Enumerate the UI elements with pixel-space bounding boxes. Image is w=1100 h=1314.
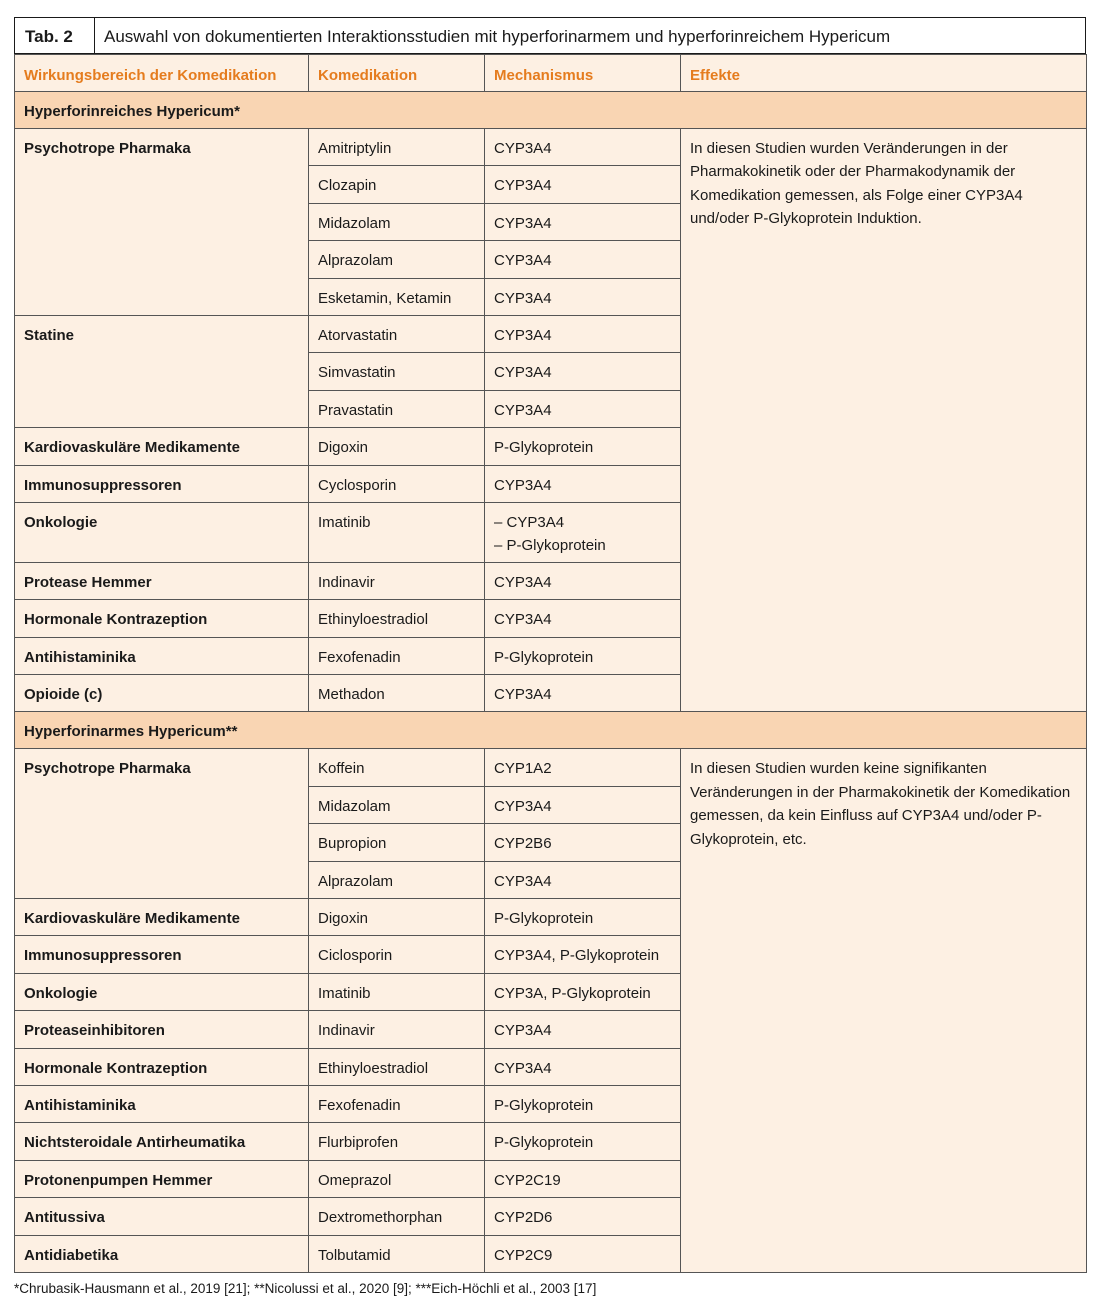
komedikation-cell: Imatinib (309, 973, 485, 1010)
mechanismus-cell (485, 1198, 681, 1235)
category-cell: Onkologie (15, 502, 309, 562)
komedikation-cell: Ethinyloestradiol (309, 600, 485, 637)
komedikation-cell: Koffein (309, 749, 485, 786)
komedikation-cell: Simvastatin (309, 353, 485, 390)
section-label: Hyperforinarmes Hypericum** (15, 712, 1087, 749)
mechanismus-line: CYP2C9 (494, 1246, 553, 1264)
komedikation-cell: Indinavir (309, 562, 485, 599)
mechanismus-cell (485, 1048, 681, 1085)
komedikation-cell: Amitriptylin (309, 129, 485, 166)
effekte-cell: In diesen Studien wurden Veränderungen in der Pharmakokinetik oder der Pharmakodynamik der Komedikation gemessen, als Folge einer CYP3A4 und/oder P-Glykoprotein Induktion. (681, 129, 1087, 712)
mechanismus-line: CYP3A4 (494, 289, 552, 307)
section-label: Hyperforinreiches Hypericum* (15, 92, 1087, 129)
mechanismus-cell (485, 203, 681, 240)
mechanismus-cell (485, 166, 681, 203)
footnote: *Chrubasik-Hausmann et al., 2019 [21]; **Nicolussi et al., 2020 [9]; ***Eich-Höchli et al., 2003 [17] (14, 1281, 597, 1296)
category-cell: Protease Hemmer (15, 562, 309, 599)
mechanismus-line: CYP3A4 (494, 326, 552, 344)
mechanismus-line: CYP3A4 (494, 1059, 552, 1077)
table-number: Tab. 2 (15, 18, 95, 53)
category-cell: Opioide (c) (15, 675, 309, 712)
mechanismus-line: CYP3A, P-Glykoprotein (494, 984, 651, 1002)
table-body (15, 92, 1087, 1273)
mechanismus-cell (485, 502, 681, 562)
interaction-table (14, 54, 1087, 1273)
komedikation-cell: Ciclosporin (309, 936, 485, 973)
table-container (14, 17, 1086, 1273)
komedikation-cell: Atorvastatin (309, 315, 485, 352)
mechanismus-cell (485, 1160, 681, 1197)
mechanismus-cell (485, 675, 681, 712)
mechanismus-cell (485, 241, 681, 278)
mechanismus-line: P-Glykoprotein (494, 1134, 594, 1152)
header-wirkungsbereich: Wirkungsbereich der Komedikation (15, 55, 309, 92)
mechanismus-line: CYP3A4, P-Glykoprotein (494, 947, 660, 965)
mechanismus-line: CYP3A4 (494, 611, 552, 629)
komedikation-cell: Clozapin (309, 166, 485, 203)
mechanismus-line: CYP3A4 (494, 476, 552, 494)
mechanismus-line: P-Glykoprotein (494, 910, 594, 928)
komedikation-cell: Indinavir (309, 1011, 485, 1048)
komedikation-cell: Alprazolam (309, 861, 485, 898)
mechanismus-line: CYP3A4 (494, 214, 552, 232)
mechanismus-line: CYP2C19 (494, 1171, 561, 1189)
category-cell: Statine (15, 315, 309, 427)
komedikation-cell: Tolbutamid (309, 1235, 485, 1272)
section-row (15, 712, 1087, 749)
category-cell: Proteaseinhibitoren (15, 1011, 309, 1048)
mechanismus-cell (485, 899, 681, 936)
komedikation-cell: Flurbiprofen (309, 1123, 485, 1160)
mechanismus-line: CYP3A4 (494, 364, 552, 382)
category-cell: Antihistaminika (15, 1085, 309, 1122)
mechanismus-cell (485, 1235, 681, 1272)
komedikation-cell: Digoxin (309, 428, 485, 465)
mechanismus-line: CYP3A4 (494, 177, 552, 195)
mechanismus-line: – P-Glykoprotein (494, 537, 606, 555)
mechanismus-cell (485, 562, 681, 599)
mechanismus-cell (485, 861, 681, 898)
mechanismus-cell (485, 465, 681, 502)
mechanismus-line: CYP3A4 (494, 140, 552, 157)
mechanismus-cell (485, 824, 681, 861)
komedikation-cell: Methadon (309, 675, 485, 712)
mechanismus-line: CYP3A4 (494, 573, 552, 591)
table-header-row (15, 55, 1087, 92)
category-cell: Antihistaminika (15, 637, 309, 674)
header-komedikation: Komedikation (309, 55, 485, 92)
mechanismus-cell (485, 749, 681, 786)
mechanismus-line: CYP3A4 (494, 872, 552, 890)
mechanismus-cell (485, 1123, 681, 1160)
mechanismus-cell (485, 973, 681, 1010)
category-cell: Psychotrope Pharmaka (15, 129, 309, 316)
category-cell: Hormonale Kontrazeption (15, 1048, 309, 1085)
category-cell: Immunosuppressoren (15, 936, 309, 973)
mechanismus-cell (485, 600, 681, 637)
komedikation-cell: Digoxin (309, 899, 485, 936)
section-row (15, 92, 1087, 129)
komedikation-cell: Ethinyloestradiol (309, 1048, 485, 1085)
mechanismus-cell (485, 1085, 681, 1122)
komedikation-cell: Alprazolam (309, 241, 485, 278)
mechanismus-line: CYP1A2 (494, 760, 552, 778)
category-cell: Onkologie (15, 973, 309, 1010)
mechanismus-line: CYP3A4 (494, 401, 552, 419)
komedikation-cell: Esketamin, Ketamin (309, 278, 485, 315)
mechanismus-line: CYP2B6 (494, 835, 552, 853)
category-cell: Psychotrope Pharmaka (15, 749, 309, 899)
komedikation-cell: Midazolam (309, 786, 485, 823)
mechanismus-cell (485, 428, 681, 465)
mechanismus-line: CYP3A4 (494, 686, 552, 704)
category-cell: Antidiabetika (15, 1235, 309, 1272)
effekte-cell: In diesen Studien wurden keine signifikanten Veränderungen in der Pharmakokinetik der Komedikation gemessen, da kein Einfluss auf CYP3A4 und/oder P-Glykoprotein, etc. (681, 749, 1087, 1272)
mechanismus-cell (485, 936, 681, 973)
komedikation-cell: Pravastatin (309, 390, 485, 427)
category-cell: Kardiovaskuläre Medikamente (15, 428, 309, 465)
mechanismus-line: P-Glykoprotein (494, 1096, 594, 1114)
mechanismus-line: P-Glykoprotein (494, 439, 594, 457)
mechanismus-line: CYP3A4 (494, 797, 552, 815)
komedikation-cell: Cyclosporin (309, 465, 485, 502)
header-mechanismus: Mechanismus (485, 55, 681, 92)
mechanismus-line: – CYP3A4 (494, 513, 565, 531)
category-cell: Immunosuppressoren (15, 465, 309, 502)
mechanismus-line: CYP3A4 (494, 252, 552, 270)
mechanismus-cell (485, 315, 681, 352)
category-cell: Protonenpumpen Hemmer (15, 1160, 309, 1197)
komedikation-cell: Midazolam (309, 203, 485, 240)
komedikation-cell: Fexofenadin (309, 637, 485, 674)
header-effekte: Effekte (681, 55, 1087, 92)
mechanismus-line: CYP3A4 (494, 1022, 552, 1040)
table-row (15, 749, 1087, 786)
category-cell: Nichtsteroidale Antirheumatika (15, 1123, 309, 1160)
mechanismus-line: CYP2D6 (494, 1209, 553, 1227)
mechanismus-cell (485, 637, 681, 674)
table-row (15, 129, 1087, 166)
mechanismus-cell (485, 786, 681, 823)
komedikation-cell: Bupropion (309, 824, 485, 861)
table-title-bar (14, 17, 1086, 54)
category-cell: Kardiovaskuläre Medikamente (15, 899, 309, 936)
mechanismus-line: P-Glykoprotein (494, 648, 594, 666)
komedikation-cell: Fexofenadin (309, 1085, 485, 1122)
mechanismus-cell (485, 1011, 681, 1048)
table-title: Auswahl von dokumentierten Interaktionsstudien mit hyperforinarmem und hyperforinreichem Hypericum (104, 27, 891, 46)
komedikation-cell: Omeprazol (309, 1160, 485, 1197)
category-cell: Hormonale Kontrazeption (15, 600, 309, 637)
mechanismus-cell (485, 129, 681, 166)
komedikation-cell: Imatinib (309, 502, 485, 562)
mechanismus-cell (485, 390, 681, 427)
category-cell: Antitussiva (15, 1198, 309, 1235)
komedikation-cell: Dextromethorphan (309, 1198, 485, 1235)
mechanismus-cell (485, 278, 681, 315)
mechanismus-cell (485, 353, 681, 390)
